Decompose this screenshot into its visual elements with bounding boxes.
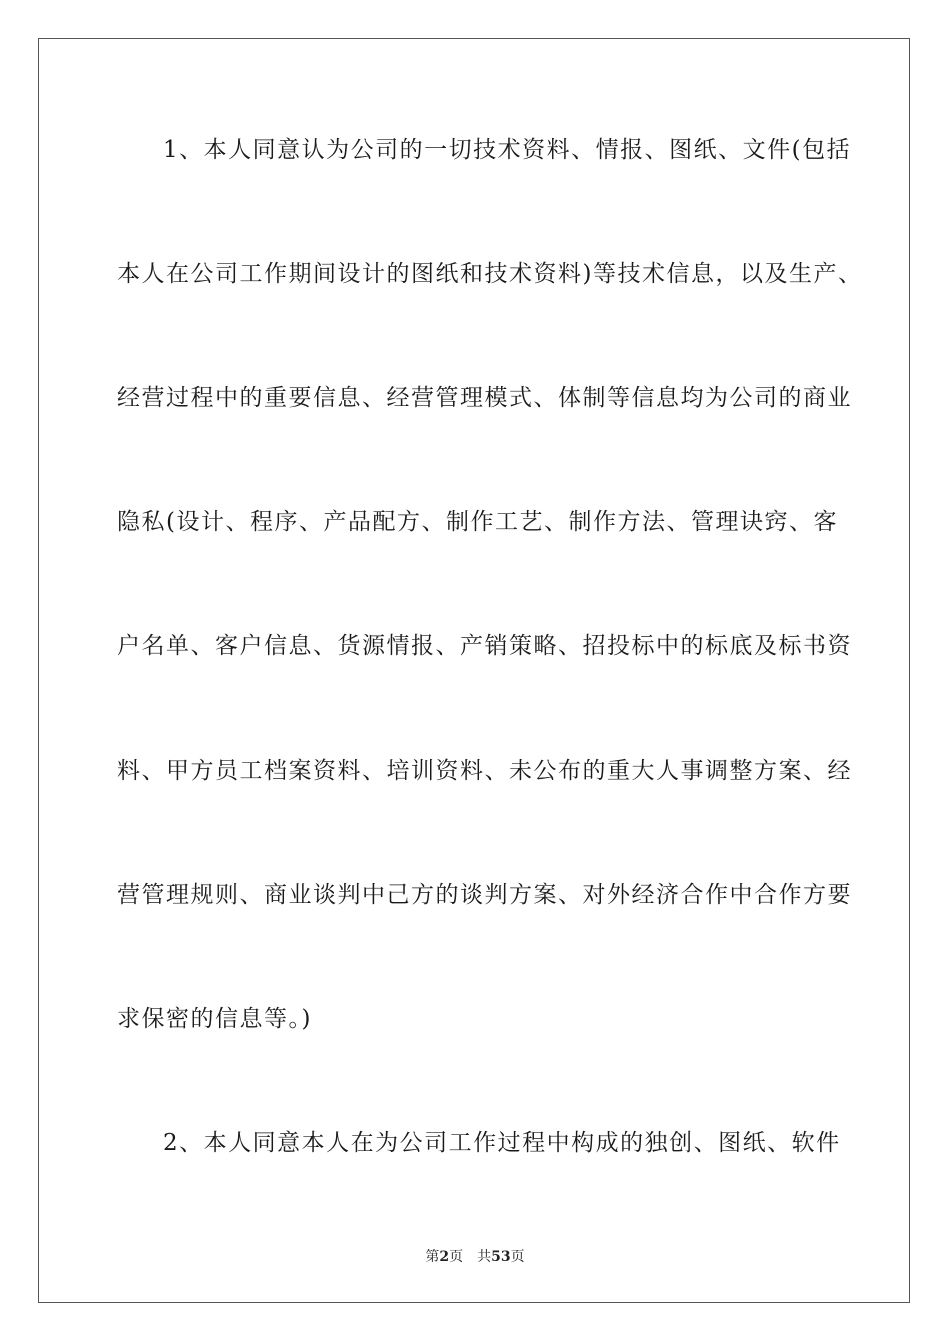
paragraph-1-line-1: 1、本人同意认为公司的一切技术资料、情报、图纸、文件(包括	[163, 137, 852, 163]
footer-total-prefix: 共	[477, 1249, 492, 1265]
paragraph-1-line-5: 户名单、客户信息、货源情报、产销策略、招投标中的标底及标书资	[117, 633, 852, 659]
page-footer	[0, 1248, 950, 1266]
paragraph-1-line-4: 隐私(设计、程序、产品配方、制作工艺、制作方法、管理诀窍、客	[117, 509, 838, 535]
footer-page-suffix: 页	[449, 1249, 464, 1265]
paragraph-1-line-3: 经营过程中的重要信息、经营管理模式、体制等信息均为公司的商业	[117, 385, 852, 411]
footer-total-suffix: 页	[510, 1249, 525, 1265]
footer-page-prefix: 第	[425, 1249, 440, 1265]
footer-total-pages: 53	[491, 1249, 511, 1265]
paragraph-2-line-1: 2、本人同意本人在为公司工作过程中构成的独创、图纸、软件	[163, 1130, 841, 1156]
footer-page-number: 2	[439, 1249, 450, 1265]
paragraph-1-line-8: 求保密的信息等。)	[117, 1006, 312, 1032]
page-border	[38, 38, 910, 1303]
paragraph-1-line-6: 料、甲方员工档案资料、培训资料、未公布的重大人事调整方案、经	[117, 758, 852, 784]
paragraph-1-line-2: 本人在公司工作期间设计的图纸和技术资料)等技术信息，以及生产、	[117, 261, 863, 287]
paragraph-1-line-7: 营管理规则、商业谈判中己方的谈判方案、对外经济合作中合作方要	[117, 882, 852, 908]
